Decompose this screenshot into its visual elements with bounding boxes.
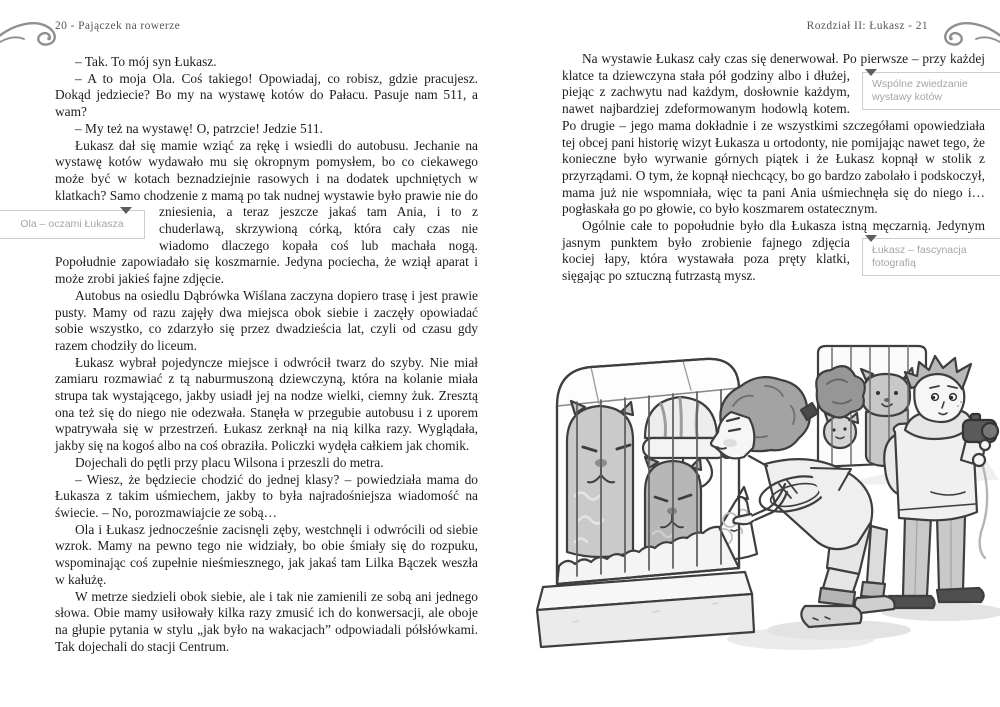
page-left-text-column bbox=[20, 54, 478, 655]
paragraph-text: – My też na wystawę! O, patrzcie! Jedzie 511. bbox=[75, 120, 323, 136]
paragraph bbox=[55, 355, 478, 455]
paragraph bbox=[562, 218, 985, 285]
paragraph bbox=[55, 54, 478, 71]
page-right-text-column bbox=[562, 51, 985, 285]
note-marker-icon bbox=[865, 235, 877, 242]
paragraph-text: Autobus na osiedlu Dąbrówka Wiślana zaczyna dopiero trasę i jest prawie pusty. Mamy od razu zajęły dwa miejsca obok siebie i zaczęły opowiadać sobie wszystko, co zdarzyło się przez dwadzieścia lat, czyli od czasu gdy razem chodziły do liceum. bbox=[55, 287, 478, 353]
paragraph-text: Dojechali do pętli przy placu Wilsona i przeszli do metra. bbox=[75, 454, 384, 470]
paragraph-text: chuderlawą, skrzywioną córką, która cały czas nie wiadomo dlaczego kopała coś lub machała nogą. Popołudnie zapowiadało się koszmarnie. Jedyna pociecha, że wziął aparat i może zrobi jakieś fajne zdjęcie. bbox=[55, 221, 478, 287]
paragraph-text: Łukasz wybrał pojedyncze miejsce i odwrócił twarz do szyby. Nie miał zamiaru rozmawiać z tą naburmuszoną dziewczyną, która na kolanie miała strupa tak wystającego, jakby usiadł jej na nodze wielki, ciemny żuk. Zresztą ona też się do niego nie odezwała. Stanęła w przegubie autobusu i z uporem wpatrywała się w przestrzeń. Łukasz zerknął na nią kilka razy. Wyglądała, jakby się na kogoś albo na coś obraziła. Policzki wydęła całkiem jak chomik. bbox=[55, 354, 478, 454]
cat-show-illustration bbox=[533, 344, 1000, 674]
margin-note-label: Wspólne zwiedzanie wystawy kotów bbox=[872, 77, 968, 103]
paragraph-text: – Wiesz, że będziecie chodzić do jednej klasy? – powiedziała mama do Łukasza z takim uśmiechem, jakby to była najradośniejsza wiadomość na świecie. – No, porozmawiajcie ze sobą… bbox=[55, 471, 478, 520]
paragraph bbox=[55, 71, 478, 121]
paragraph bbox=[55, 522, 478, 589]
paragraph-text: Ola i Łukasz jednocześnie zacisnęli zęby, westchnęli i odwrócili od siebie wzrok. Mamy na pewno tego nie widziały, bo obie śmiały się do rozpuku, wspominając coś zupełnie nieśmiesznego, jak jakaś tam Lilka Bączek weszła w kałużę. bbox=[55, 521, 478, 587]
margin-note-label: Ola – oczami Łukasza bbox=[20, 218, 124, 231]
paragraph bbox=[55, 121, 478, 138]
paragraph bbox=[55, 472, 478, 522]
paragraph-text: Ogólnie całe to popołudnie było dla Łukasza istną męczarnią. bbox=[582, 218, 937, 234]
paragraph-text: Łukasz dał się mamie wziąć za rękę i wsiedli do autobusu. Jechanie na wystawę kotów wydawało mu się okropnym pomysłem, bo co ciekawego może być w kotach beznadziejnie rasowych i na dodatek upchniętych w klatkach? Samo chodzenie z mamą po tak nudnej wystawie było prawie nie do zniesienia, a teraz jeszcze jakaś tam Ania, i to z bbox=[55, 137, 478, 220]
paragraph bbox=[20, 137, 478, 288]
paragraph bbox=[55, 589, 478, 656]
note-marker-icon bbox=[120, 207, 132, 214]
paragraph-text: Na wystawie Łukasz cały czas się denerwował. Po pierwsze – przy bbox=[582, 51, 951, 66]
paragraph-text: – A to moja Ola. Coś takiego! Opowiadaj, co robisz, gdzie pracujesz. Dokąd jedziecie? Bo my na wystawę kotów do Pałacu. Pasuje nam 511, a wam? bbox=[55, 70, 478, 120]
running-header-left: 20 - Pajączek na rowerze bbox=[55, 20, 181, 32]
paragraph-text: W metrze siedzieli obok siebie, ale i tak nie zamienili ze sobą ani jednego słowa. Obie mamy usiłowały kilka razy zmusić ich do konwersacji, ale oboje na głupie pytania w stylu „jak było na wakacjach” odpowiadali półsłówkami. Tak dojechali do stacji Centrum. bbox=[55, 588, 478, 654]
margin-note-ola bbox=[0, 204, 145, 254]
margin-note-fotografia bbox=[862, 235, 1000, 268]
paragraph-text: każdej klatce ta dziewczyna stała pół godziny albo i dłużej, piejąc z zachwytu nad każdym, dosłownie każdym, nawet najbardziej zdeformowanym hodowlą kotem. Po drugie – jego mama dokładnie i ze wszystkimi szczegółami opowiedziała tej obcej pani historię wizyt Łukasza u ortodonty, nie pomijając nawet tego, że konieczne było wyrwanie górnych piątek i że Łukasz kopnął w stolik z przyrządami. O tym, że kopnął niechcący, bo go bardzo zabolało i podskoczył, mama już nie wspomniała, więc ta pani Ania uśmiechnęła się do niego i… pogłaskała go po głowie, co było koszmarem ostatecznym. bbox=[562, 51, 985, 217]
margin-note-label: Łukasz – fascynacja fotografią bbox=[872, 243, 967, 269]
paragraph-text: – Tak. To mój syn Łukasz. bbox=[75, 54, 217, 69]
running-header-right: Rozdział II: Łukasz - 21 bbox=[806, 20, 928, 32]
paragraph bbox=[55, 455, 478, 472]
paragraph-text: Jedynym jasnym punktem było zrobienie fajnego zdjęcia kociej łapy, która wystawała poza pręty klatki, sięgając po sztuczną futrzastą mysz. bbox=[562, 218, 985, 284]
paragraph bbox=[562, 51, 985, 218]
margin-note-wystawa bbox=[862, 68, 1000, 118]
note-marker-icon bbox=[865, 69, 877, 76]
paragraph bbox=[55, 288, 478, 355]
flourish-ornament-right-icon bbox=[934, 13, 1000, 49]
